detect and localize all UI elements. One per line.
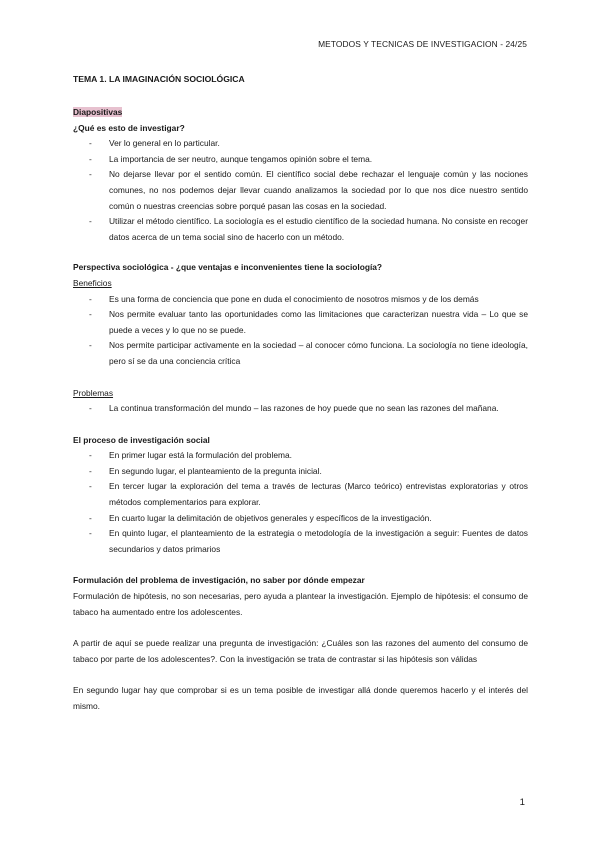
topic-title: TEMA 1. LA IMAGINACIÓN SOCIOLÓGICA [73, 74, 245, 84]
list-item: - En cuarto lugar la delimitación de objetivos generales y específicos de la investigación. [73, 511, 528, 527]
bullet-list-problemas [73, 401, 528, 417]
list-item: - La continua transformación del mundo – las razones de hoy puede que no sean las razones del mañana. [73, 401, 528, 417]
list-item: - En primer lugar está la formulación del problema. [73, 448, 528, 464]
subheading-problemas: Problemas [73, 387, 114, 398]
section-question: ¿Qué es esto de investigar? [73, 122, 185, 133]
list-item: - En tercer lugar la exploración del tema a través de lecturas (Marco teórico) entrevistas exploratorias y otros métodos complementarios para explorar. [73, 479, 528, 510]
paragraph-hipotesis: Formulación de hipótesis, no son necesarias, pero ayuda a plantear la investigación. Ejemplo de hipótesis: el consumo de tabaco ha aumentado entre los adolescentes. [73, 591, 528, 617]
list-item: - Nos permite participar activamente en la sociedad – al conocer cómo funciona. La sociología no tiene ideología, pero sí se da una conciencia crítica [73, 338, 528, 369]
section-heading-formulacion: Formulación del problema de investigación, no saber por dónde empezar [73, 575, 365, 586]
document-body [73, 105, 528, 715]
section-label-highlight: Diapositivas [73, 107, 123, 117]
paragraph-segundo-lugar: En segundo lugar hay que comprobar si es un tema posible de investigar allá donde queremos hacerlo y el interés del mismo. [73, 685, 528, 711]
subheading-beneficios: Beneficios [73, 277, 112, 288]
list-item: - En segundo lugar, el planteamiento de la pregunta inicial. [73, 464, 528, 480]
bullet-list-investigar [73, 136, 528, 245]
list-item: - En quinto lugar, el planteamiento de la estrategia o metodología de la investigación a seguir: Fuentes de datos secundarios y datos primarios [73, 526, 528, 557]
list-item: - No dejarse llevar por el sentido común. El científico social debe rechazar el lenguaje común y las nociones comunes, no nos podemos dejar llevar cuando analizamos la sociedad por lo que nos dice nuestro sentido común o nuestras creencias sobre porqué pasan las cosas en la sociedad. [73, 167, 528, 214]
section-heading-proceso: El proceso de investigación social [73, 434, 210, 445]
list-item: - La importancia de ser neutro, aunque tengamos opinión sobre el tema. [73, 152, 528, 168]
list-item: - Nos permite evaluar tanto las oportunidades como las limitaciones que caracterizan nuestra vida – Lo que se puede a veces y lo que no se puede. [73, 307, 528, 338]
section-heading-perspectiva: Perspectiva sociológica - ¿que ventajas e inconvenientes tiene la sociología? [73, 262, 383, 273]
list-item: - Es una forma de conciencia que pone en duda el conocimiento de nosotros mismos y de los demás [73, 292, 528, 308]
running-header: METODOS Y TECNICAS DE INVESTIGACION - 24/25 [318, 39, 527, 49]
page-number: 1 [519, 797, 525, 808]
bullet-list-proceso [73, 448, 528, 557]
list-item: - Utilizar el método científico. La sociología es el estudio científico de la sociedad humana. No consiste en recoger datos acerca de un tema social sino de hacerlo con un método. [73, 214, 528, 245]
list-item: - Ver lo general en lo particular. [73, 136, 528, 152]
bullet-list-beneficios [73, 292, 528, 370]
paragraph-pregunta: A partir de aquí se puede realizar una pregunta de investigación: ¿Cuáles son las razones del aumento del consumo de tabaco por parte de los adolescentes?. Con la investigación se trata de contrastar si las hipótesis son válidas [73, 638, 528, 664]
